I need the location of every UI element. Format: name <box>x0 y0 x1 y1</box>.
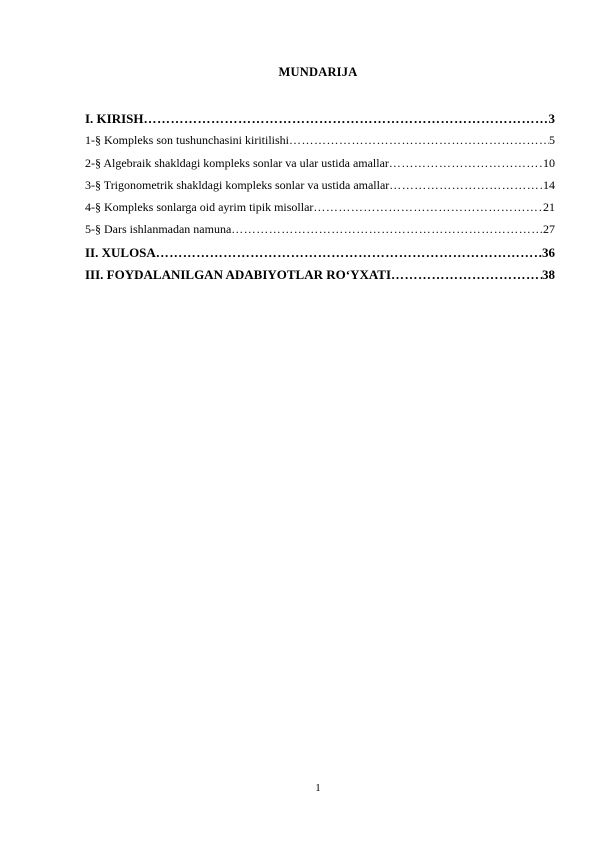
toc-entry-label: 5-§ Dars ishlanmadan namuna <box>85 222 232 237</box>
toc-entry-page: 36 <box>542 244 555 260</box>
toc-entry-section-3 <box>85 178 555 200</box>
toc-entry-section-1 <box>85 133 555 155</box>
toc-entry-section-4 <box>85 200 555 222</box>
toc-leader-dots <box>389 156 543 171</box>
toc-entry-section-2 <box>85 156 555 178</box>
toc-entry-page: 27 <box>543 222 555 237</box>
toc-entry-page: 21 <box>543 200 555 215</box>
toc-entry-page: 5 <box>549 133 555 148</box>
toc-leader-dots <box>231 222 543 237</box>
page-number: 1 <box>315 782 321 794</box>
toc-entry-page: 38 <box>542 267 555 283</box>
toc-leader-dots <box>313 200 543 215</box>
table-of-contents <box>85 111 555 289</box>
toc-entry-label: II. XULOSA <box>85 244 156 260</box>
toc-entry-label: I. KIRISH <box>85 111 144 126</box>
toc-leader-dots <box>289 133 549 148</box>
toc-leader-dots <box>391 267 542 283</box>
toc-entry-xulosa <box>85 245 555 267</box>
toc-entry-label: 2-§ Algebraik shakldagi kompleks sonlar va ular ustida amallar <box>85 155 389 170</box>
toc-entry-page: 10 <box>543 155 555 170</box>
toc-entry-adabiyotlar <box>85 267 555 289</box>
toc-leader-dots <box>144 111 549 127</box>
toc-entry-label: 3-§ Trigonometrik shakldagi kompleks sonlar va ustida amallar <box>85 177 390 192</box>
toc-entry-label: 4-§ Kompleks sonlarga oid ayrim tipik misollar <box>85 200 314 215</box>
toc-entry-section-5 <box>85 222 555 244</box>
toc-entry-label: III. FOYDALANILGAN ADABIYOTLAR RO‘YXATI <box>85 267 392 283</box>
toc-leader-dots <box>156 245 542 261</box>
toc-entry-page: 14 <box>543 177 555 192</box>
toc-entry-page: 3 <box>548 111 555 126</box>
page-title: MUNDARIJA <box>278 65 358 79</box>
toc-entry-label: 1-§ Kompleks son tushunchasini kiritilishi <box>85 133 289 148</box>
toc-entry-kirish <box>85 111 555 133</box>
toc-leader-dots <box>389 178 543 193</box>
